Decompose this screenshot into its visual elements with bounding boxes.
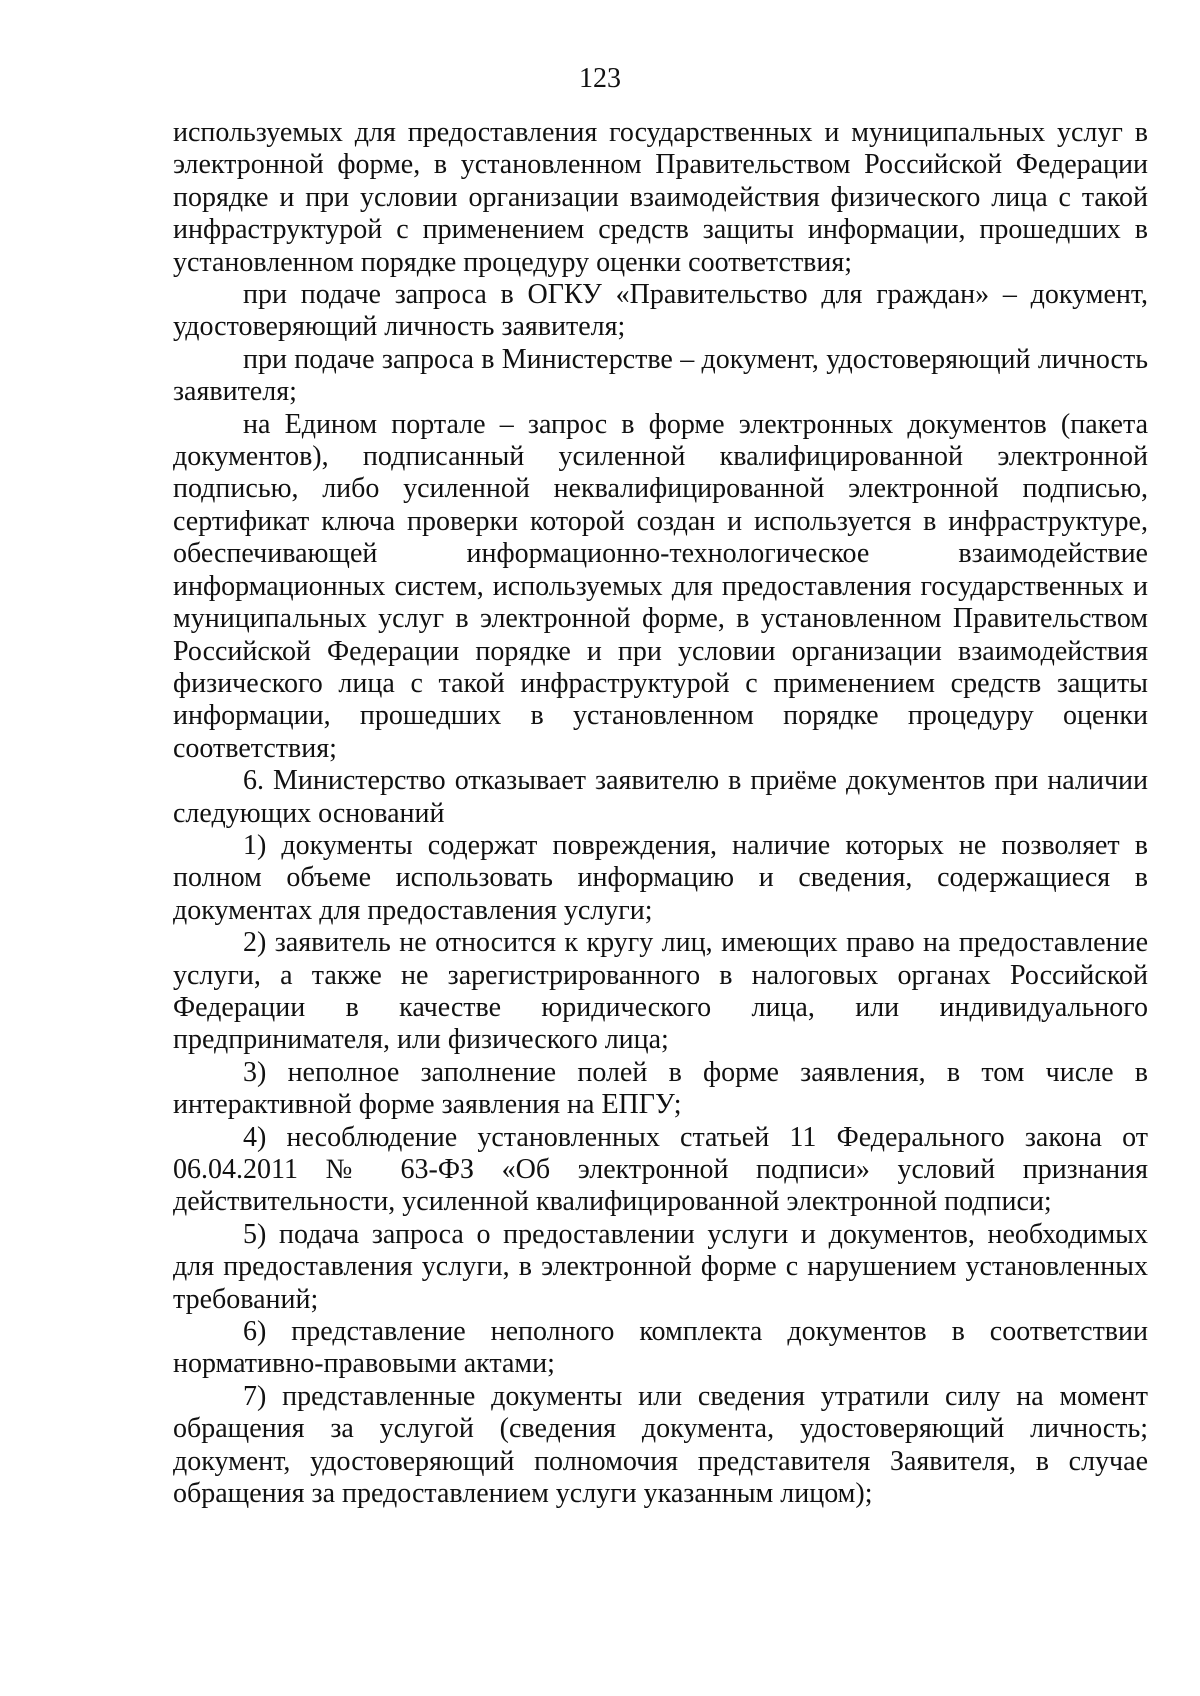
list-item-2: 2) заявитель не относится к кругу лиц, имеющих право на предоставление услуги, а также не зарегистрированного в налоговых органах Российской Федерации в качестве юридического лица, или индивидуального предпринимателя, или физического лица;	[173, 927, 1148, 1056]
list-item-1: 1) документы содержат повреждения, наличие которых не позволяет в полном объеме использовать информацию и сведения, содержащиеся в документах для предоставления услуги;	[173, 829, 1148, 926]
list-item-7: 7) представленные документы или сведения утратили силу на момент обращения за услугой (сведения документа, удостоверяющий личность; документ, удостоверяющий полномочия представителя Заявителя, в случае обращения за предоставлением услуги указанным лицом);	[173, 1380, 1148, 1510]
paragraph-unified-portal: на Едином портале – запрос в форме электронных документов (пакета документов), подписанный усиленной квалифицированной электронной подписью, либо усиленной неквалифицированной электронной подписью, сертификат ключа проверки которой создан и используется в инфраструктуре, обеспечивающей информационно-технологическое взаимодействие информационных систем, используемых для предоставления государственных и муниципальных услуг в электронной форме, в установленном Правительством Российской Федерации порядке и при условии организации взаимодействия физического лица с такой инфраструктурой с применением средств защиты информации, прошедших в установленном порядке процедуру оценки соответствия;	[173, 408, 1148, 764]
document-body	[173, 117, 1148, 1510]
paragraph-refusal-grounds: 6. Министерство отказывает заявителю в приёме документов при наличии следующих оснований	[173, 765, 1148, 829]
paragraph-continuation: используемых для предоставления государственных и муниципальных услуг в электронной форме, в установленном Правительством Российской Федерации порядке и при условии организации взаимодействия физического лица с такой инфраструктурой с применением средств защиты информации, прошедших в установленном порядке процедуру оценки соответствия;	[173, 117, 1148, 278]
page-number: 123	[579, 63, 621, 94]
list-item-3: 3) неполное заполнение полей в форме заявления, в том числе в интерактивной форме заявления на ЕПГУ;	[173, 1056, 1148, 1121]
paragraph-ministry-request: при подаче запроса в Министерстве – документ, удостоверяющий личность заявителя;	[173, 343, 1148, 408]
list-item-6: 6) представление неполного комплекта документов в соответствии нормативно-правовыми актами;	[173, 1316, 1148, 1380]
list-item-4: 4) несоблюдение установленных статьей 11 Федерального закона от 06.04.2011 № 63-ФЗ «Об электронной подписи» условий признания действительности, усиленной квалифицированной электронной подписи;	[173, 1121, 1148, 1218]
list-item-5: 5) подача запроса о предоставлении услуги и документов, необходимых для предоставления услуги, в электронной форме с нарушением установленных требований;	[173, 1218, 1148, 1315]
paragraph-ogku-request: при подаче запроса в ОГКУ «Правительство для граждан» – документ, удостоверяющий личность заявителя;	[173, 279, 1148, 343]
